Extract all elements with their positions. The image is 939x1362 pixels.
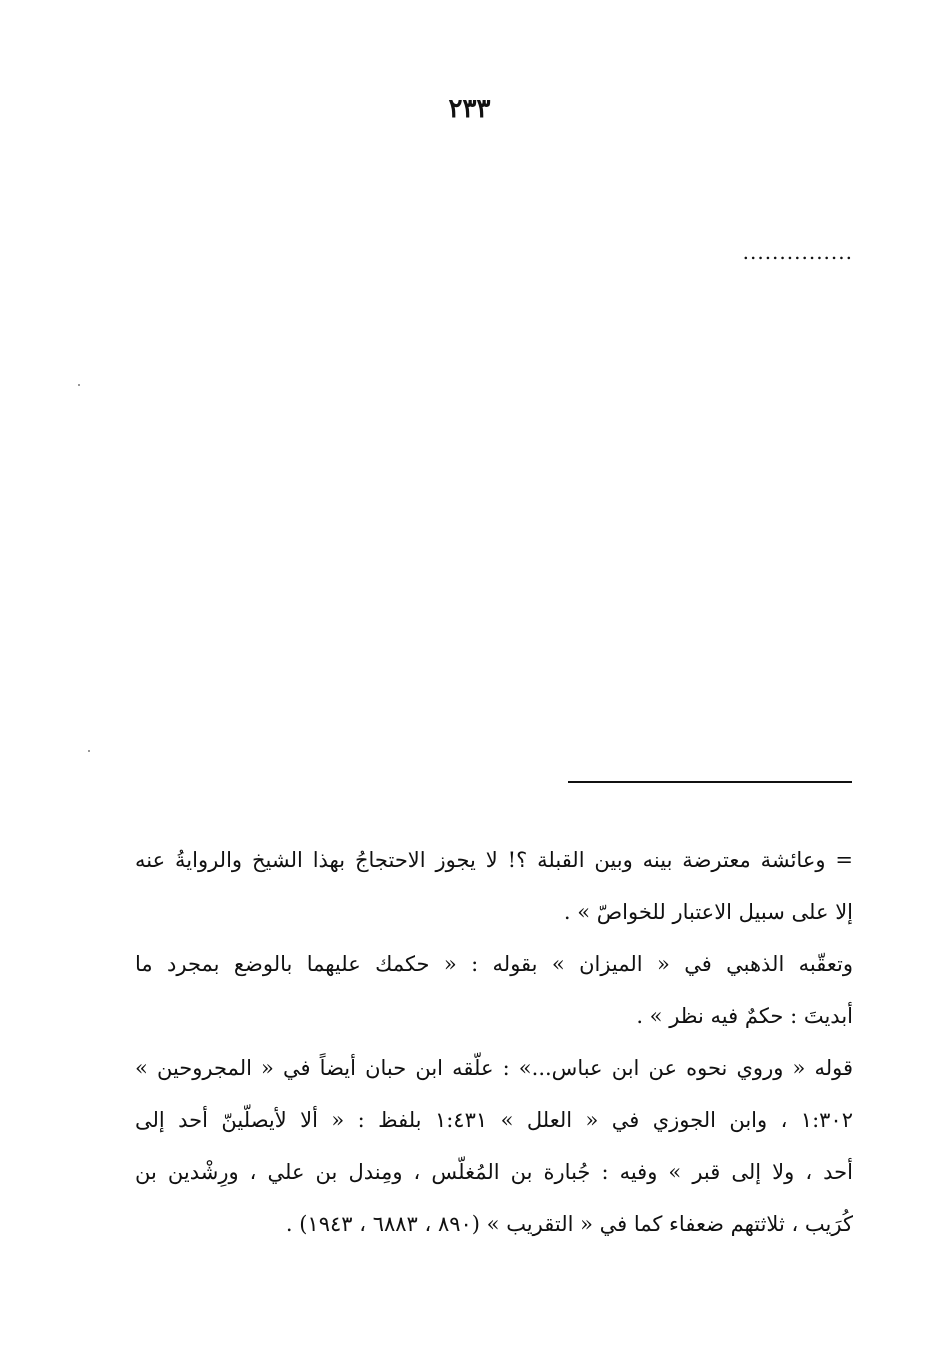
- footnote-line: وتعقّبه الذهبي في « الميزان » بقوله : « حكمك عليهما بالوضع بمجرد ما: [135, 952, 853, 976]
- footnote-line: أبديتَ : حكمٌ فيه نظر » .: [636, 1004, 853, 1028]
- footnote-paragraph-2: [135, 938, 853, 1042]
- footnote-line: ١:٣٠٢ ، وابن الجوزي في « العلل » ١:٤٣١ بلفظ : « ألا لأيصلّينّ أحد إلى: [135, 1108, 853, 1132]
- footnote-paragraph-1: [135, 834, 853, 938]
- footnote-line: قوله « وروي نحوه عن ابن عباس...» : علّقه ابن حبان أيضاً في « المجروحين »: [135, 1056, 853, 1080]
- footnote-paragraph-3: [135, 1042, 853, 1250]
- footnotes-block: [135, 834, 853, 1250]
- footnote-line: كُرَيب ، ثلاثتهم ضعفاء كما في « التقريب » (٨٩٠ ، ٦٨٨٣ ، ١٩٤٣) .: [285, 1212, 853, 1236]
- scan-speck: [88, 750, 90, 752]
- footnote-line: = وعائشة معترضة بينه وبين القبلة ؟! لا يجوز الاحتجاجُ بهذا الشيخ والروايةُ عنه: [135, 848, 853, 872]
- footnote-line: إلا على سبيل الاعتبار للخواصّ » .: [563, 900, 853, 924]
- dot-leader: ...............: [742, 240, 853, 264]
- footnote-separator-rule: [568, 781, 852, 783]
- page-number: ٢٣٣: [448, 94, 491, 124]
- scan-speck: [78, 384, 80, 386]
- footnote-line: أحد ، ولا إلى قبر » وفيه : جُبارة بن المُغلّس ، ومِندل بن علي ، ورِشْدين بن: [135, 1160, 853, 1184]
